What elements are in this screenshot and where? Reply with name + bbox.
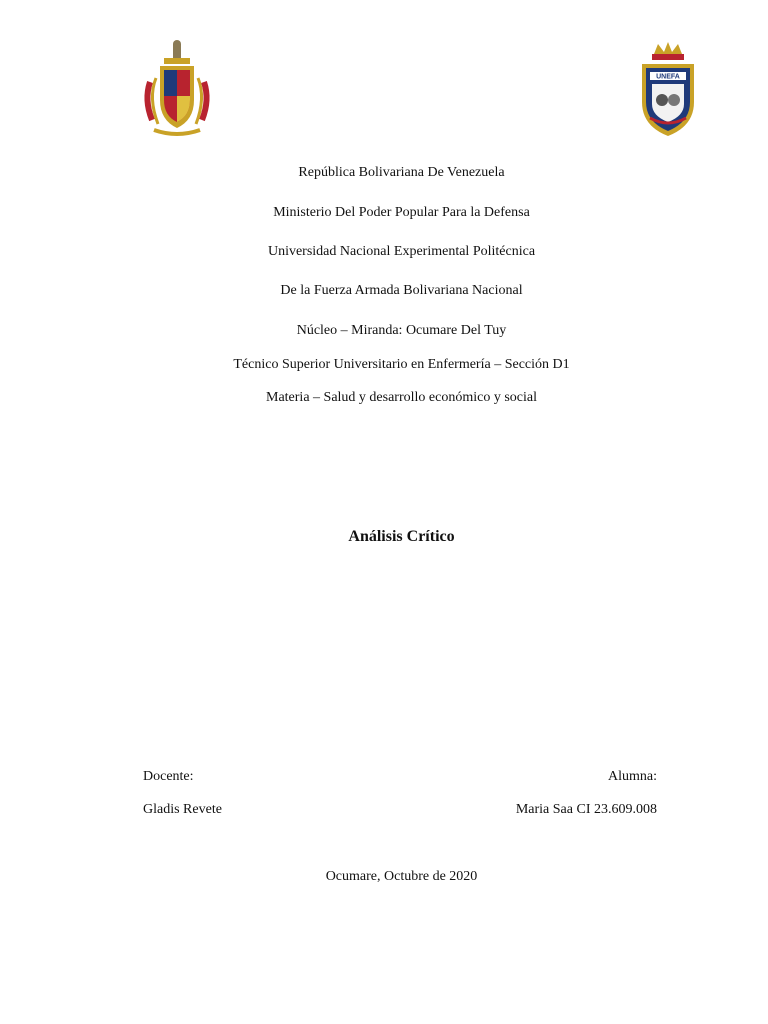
docente-label: Docente: <box>143 769 194 784</box>
header-armed-forces: De la Fuerza Armada Bolivariana Nacional <box>280 283 523 298</box>
header-nucleus: Núcleo – Miranda: Ocumare Del Tuy <box>296 323 507 338</box>
alumna-name: Maria Saa CI 23.609.008 <box>515 802 657 817</box>
document-title: Análisis Crítico <box>348 528 455 545</box>
unefa-logo-text: UNEFA <box>656 73 680 81</box>
military-coat-of-arms-icon <box>140 40 214 140</box>
header-university: Universidad Nacional Experimental Politécnica <box>267 244 536 259</box>
alumna-label: Alumna: <box>608 769 657 784</box>
header-subject: Materia – Salud y desarrollo económico y social <box>266 390 537 405</box>
place-date: Ocumare, Octubre de 2020 <box>325 869 478 884</box>
docente-name: Gladis Revete <box>143 802 222 817</box>
header-ministry: Ministerio Del Poder Popular Para la Defensa <box>273 205 530 220</box>
unefa-shield-icon <box>636 42 700 138</box>
header-republic: República Bolivariana De Venezuela <box>298 165 505 180</box>
header-program: Técnico Superior Universitario en Enfermería – Sección D1 <box>233 357 570 372</box>
